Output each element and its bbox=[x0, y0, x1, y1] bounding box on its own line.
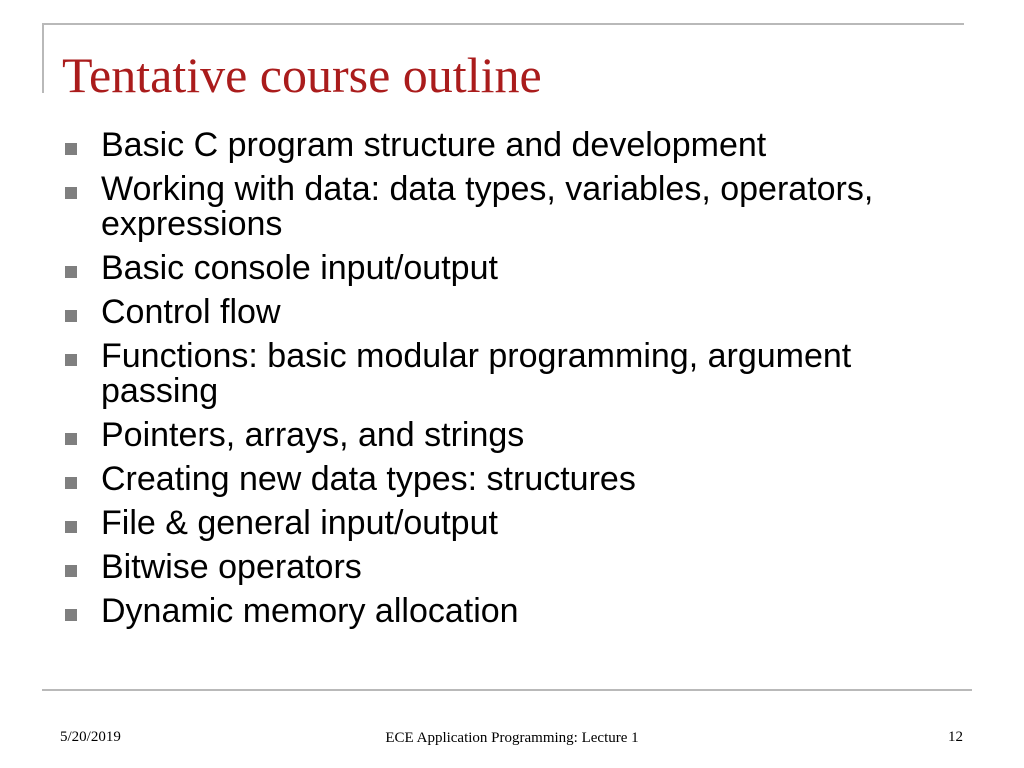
square-bullet-icon bbox=[65, 521, 77, 533]
list-item-text: Bitwise operators bbox=[101, 548, 362, 586]
list-item-text: Basic console input/output bbox=[101, 249, 498, 287]
list-item bbox=[60, 128, 940, 163]
square-bullet-icon bbox=[65, 565, 77, 577]
list-item bbox=[60, 172, 940, 242]
list-item bbox=[60, 594, 940, 629]
frame-bottom-line bbox=[42, 689, 972, 691]
list-item-text: Creating new data types: structures bbox=[101, 460, 636, 498]
footer-date: 5/20/2019 bbox=[60, 729, 121, 745]
list-item bbox=[60, 506, 940, 541]
frame-left-line bbox=[42, 23, 44, 93]
square-bullet-icon bbox=[65, 266, 77, 278]
footer-page-number: 12 bbox=[948, 729, 963, 745]
square-bullet-icon bbox=[65, 609, 77, 621]
bullet-list bbox=[60, 128, 940, 638]
list-item-text: Dynamic memory allocation bbox=[101, 592, 519, 630]
frame-top-line bbox=[42, 23, 964, 25]
list-item-text: Functions: basic modular programming, argument passing bbox=[101, 337, 852, 410]
list-item-text: Basic C program structure and development bbox=[101, 126, 767, 164]
square-bullet-icon bbox=[65, 433, 77, 445]
square-bullet-icon bbox=[65, 310, 77, 322]
list-item bbox=[60, 418, 940, 453]
list-item-text: Pointers, arrays, and strings bbox=[101, 416, 525, 454]
list-item bbox=[60, 462, 940, 497]
square-bullet-icon bbox=[65, 187, 77, 199]
list-item bbox=[60, 251, 940, 286]
footer-course-title: ECE Application Programming: Lecture 1 bbox=[385, 730, 639, 746]
list-item-text: Control flow bbox=[101, 293, 281, 331]
list-item bbox=[60, 295, 940, 330]
square-bullet-icon bbox=[65, 143, 77, 155]
square-bullet-icon bbox=[65, 354, 77, 366]
list-item-text: File & general input/output bbox=[101, 504, 498, 542]
list-item bbox=[60, 339, 940, 409]
slide-title: Tentative course outline bbox=[62, 47, 542, 103]
list-item-text: Working with data: data types, variables, operators, expressions bbox=[101, 170, 874, 243]
list-item bbox=[60, 550, 940, 585]
square-bullet-icon bbox=[65, 477, 77, 489]
